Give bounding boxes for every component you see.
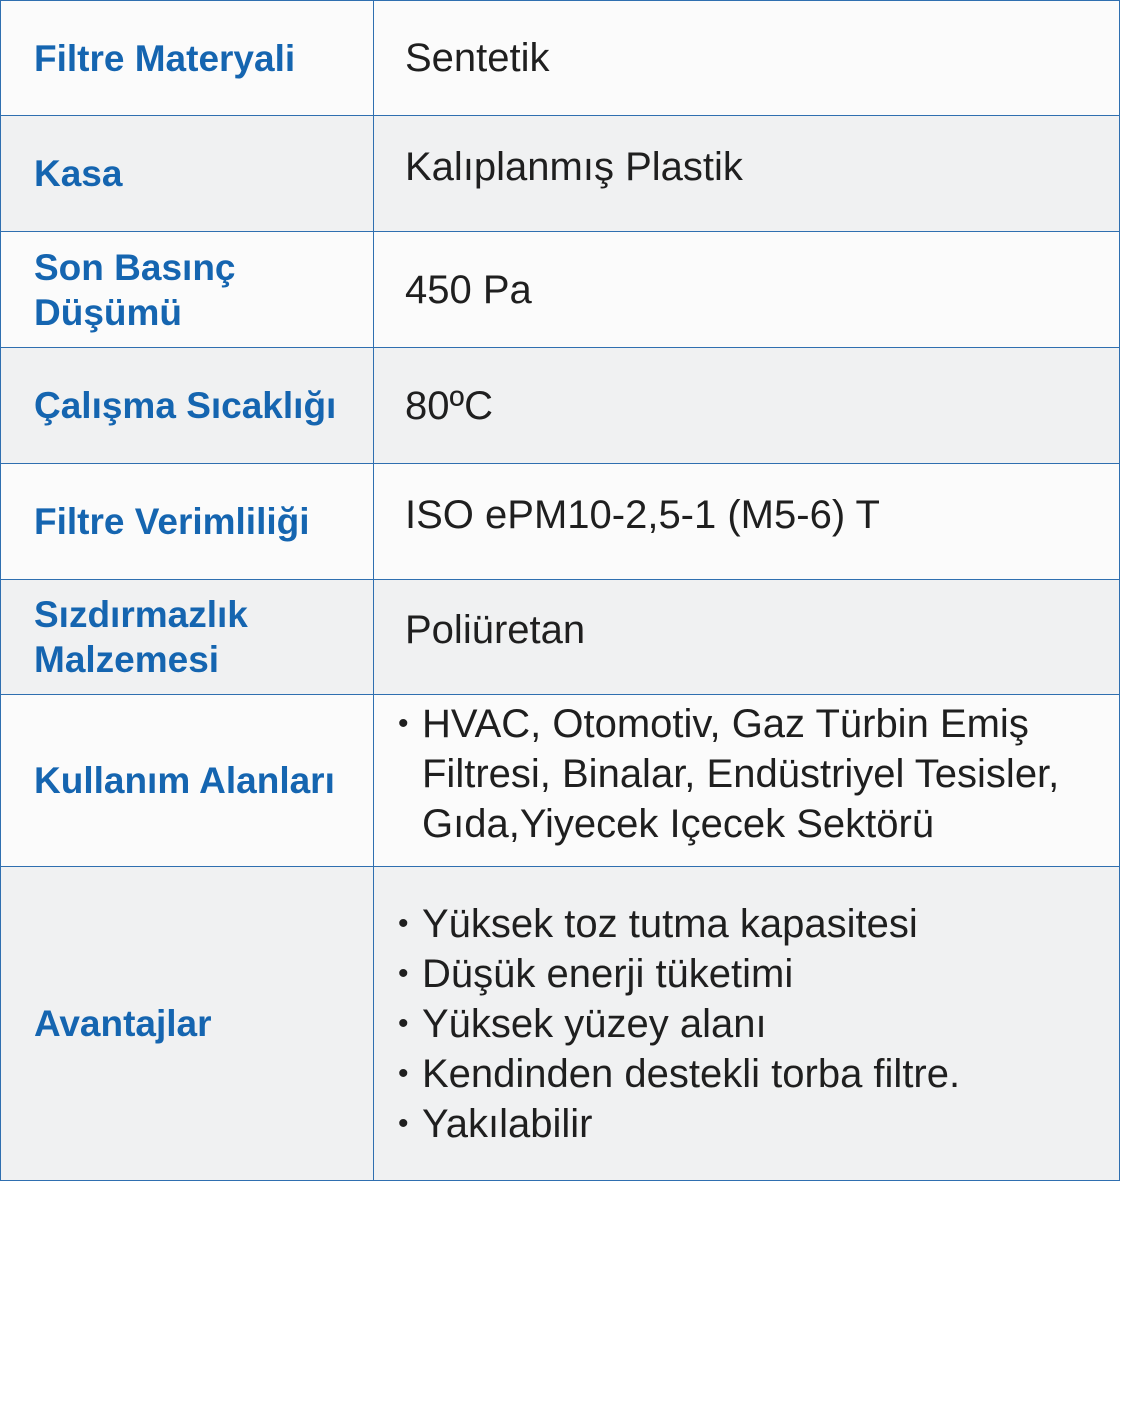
spec-value: Poliüretan	[374, 580, 1120, 695]
spec-value-list	[374, 695, 1120, 867]
spec-row-housing	[1, 116, 1120, 232]
spec-label: Kasa	[1, 116, 374, 232]
spec-label: Kullanım Alanları	[1, 695, 374, 867]
spec-row-sealing-material	[1, 580, 1120, 695]
advantages-list	[398, 899, 1113, 1149]
spec-label: Sızdırmazlık Malzemesi	[1, 580, 374, 695]
spec-label: Son Basınç Düşümü	[1, 232, 374, 348]
spec-row-final-pressure-drop	[1, 232, 1120, 348]
list-item: • Yakılabilir	[398, 1099, 1113, 1149]
spec-value: 450 Pa	[374, 232, 1120, 348]
spec-row-advantages	[1, 867, 1120, 1181]
spec-value: Sentetik	[374, 1, 1120, 116]
spec-label: Avantajlar	[1, 867, 374, 1181]
spec-value: ISO ePM10-2,5-1 (M5-6) T	[374, 464, 1120, 580]
list-item: • Yüksek toz tutma kapasitesi	[398, 899, 1113, 949]
spec-row-usage-areas	[1, 695, 1120, 867]
list-item: • Kendinden destekli torba filtre.	[398, 1049, 1113, 1099]
spec-label: Filtre Verimliliği	[1, 464, 374, 580]
list-item: • HVAC, Otomotiv, Gaz Türbin Emiş Filtresi, Binalar, Endüstriyel Tesisler, Gıda,Yiyecek Içecek Sektörü	[398, 699, 1113, 849]
list-item: • Yüksek yüzey alanı	[398, 999, 1113, 1049]
spec-row-operating-temperature	[1, 348, 1120, 464]
spec-value: Kalıplanmış Plastik	[374, 116, 1120, 232]
spec-row-filter-material	[1, 1, 1120, 116]
spec-label: Filtre Materyali	[1, 1, 374, 116]
spec-value: 80ºC	[374, 348, 1120, 464]
list-item: • Düşük enerji tüketimi	[398, 949, 1113, 999]
spec-value-list	[374, 867, 1120, 1181]
spec-row-filter-efficiency	[1, 464, 1120, 580]
usage-areas-list	[398, 699, 1113, 849]
spec-label: Çalışma Sıcaklığı	[1, 348, 374, 464]
